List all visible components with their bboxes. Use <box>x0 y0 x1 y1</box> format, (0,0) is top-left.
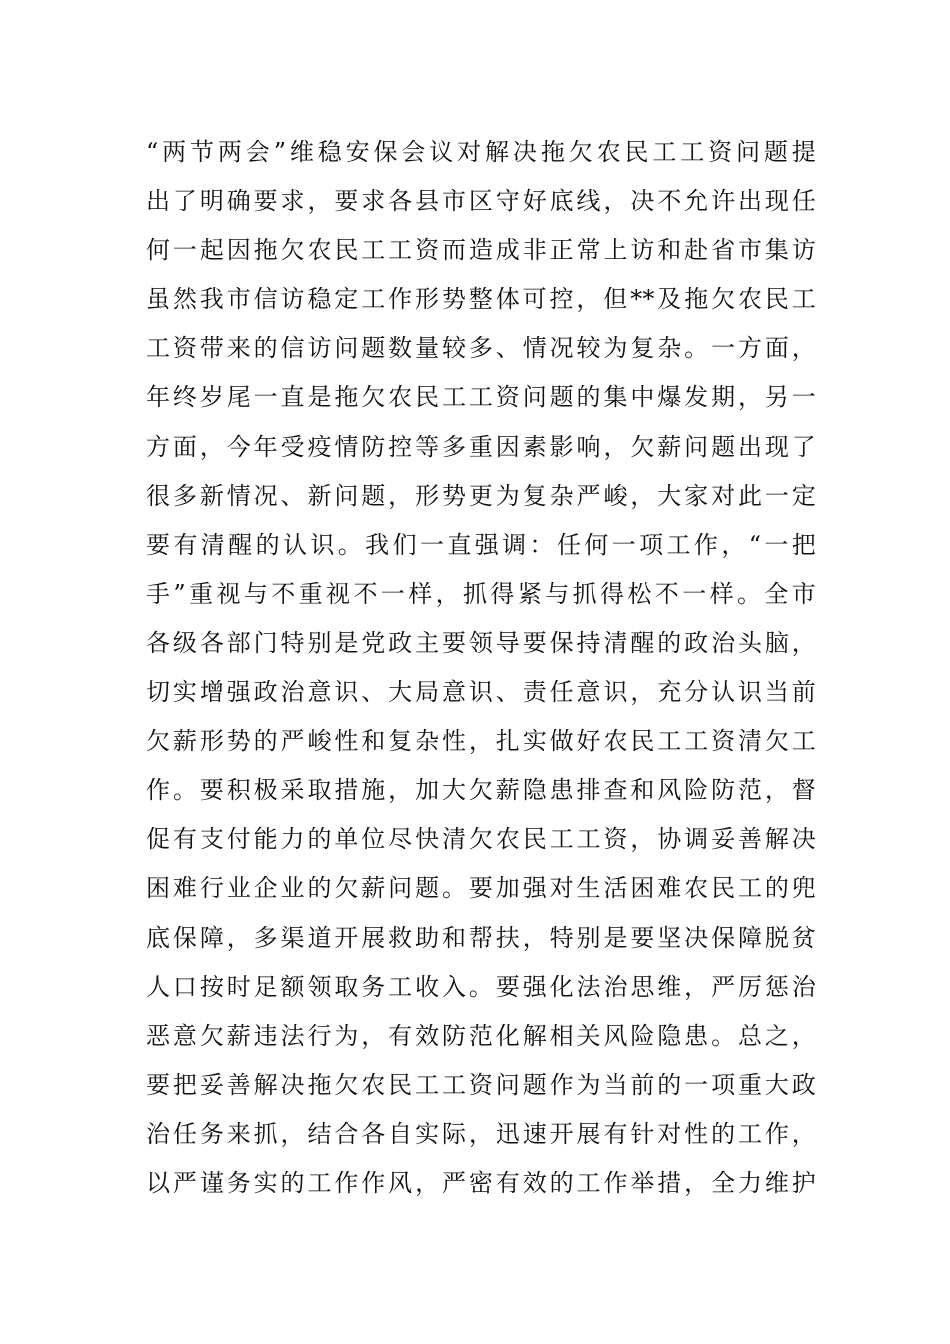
text-line-4: 虽然我市信访稳定工作形势整体可控，但**及拖欠农民工 <box>146 285 816 314</box>
text-line-17: 底保障，多渠道开展救助和帮扶，特别是要坚决保障脱贫 <box>146 923 816 952</box>
text-line-2: 出了明确要求，要求各县市区守好底线，决不允许出现任 <box>146 187 816 216</box>
text-line-21: 治任务来抓，结合各自实际，迅速开展有针对性的工作， <box>146 1119 816 1148</box>
text-line-22: 以严谨务实的工作作风，严密有效的工作举措，全力维护 <box>146 1168 816 1197</box>
text-line-3: 何一起因拖欠农民工工资而造成非正常上访和赴省市集访 <box>146 236 816 265</box>
text-line-12: 切实增强政治意识、大局意识、责任意识，充分认识当前 <box>146 678 816 707</box>
text-line-9: 要有清醒的认识。我们一直强调：任何一项工作，“一把 <box>146 530 816 559</box>
text-line-15: 促有支付能力的单位尽快清欠农民工工资，协调妥善解决 <box>146 825 816 854</box>
text-line-1: “两节两会”维稳安保会议对解决拖欠农民工工资问题提 <box>146 138 816 166</box>
text-line-20: 要把妥善解决拖欠农民工工资问题作为当前的一项重大政 <box>146 1070 816 1099</box>
text-line-6: 年终岁尾一直是拖欠农民工工资问题的集中爆发期，另一 <box>146 383 816 412</box>
text-line-11: 各级各部门特别是党政主要领导要保持清醒的政治头脑， <box>146 628 816 657</box>
text-line-13: 欠薪形势的严峻性和复杂性，扎实做好农民工工资清欠工 <box>146 727 816 756</box>
text-line-5: 工资带来的信访问题数量较多、情况较为复杂。一方面， <box>146 334 816 363</box>
text-line-14: 作。要积极采取措施，加大欠薪隐患排查和风险防范，督 <box>146 776 816 805</box>
text-line-19: 恶意欠薪违法行为，有效防范化解相关风险隐患。总之， <box>146 1021 816 1050</box>
text-line-16: 困难行业企业的欠薪问题。要加强对生活困难农民工的兜 <box>146 874 816 903</box>
body-paragraph <box>146 128 816 1208</box>
text-line-18: 人口按时足额领取务工收入。要强化法治思维，严厉惩治 <box>146 972 816 1001</box>
text-line-10: 手”重视与不重视不一样，抓得紧与抓得松不一样。全市 <box>146 579 816 608</box>
text-line-7: 方面，今年受疫情防控等多重因素影响，欠薪问题出现了 <box>146 432 816 461</box>
text-line-8: 很多新情况、新问题，形势更为复杂严峻，大家对此一定 <box>146 481 816 510</box>
